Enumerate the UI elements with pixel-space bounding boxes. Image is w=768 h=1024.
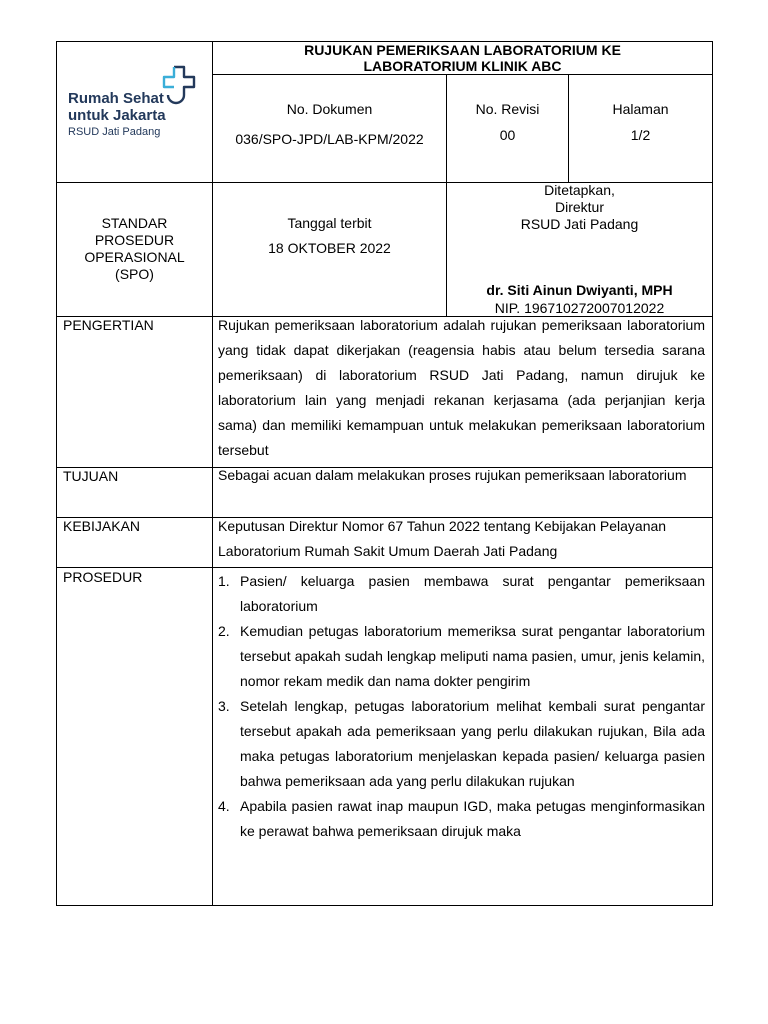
logo-line2: untuk Jakarta [68,107,166,124]
prosedur-item-text: Pasien/ keluarga pasien membawa surat pengantar pemeriksaan laboratorium [240,573,705,614]
prosedur-item [218,569,705,619]
revision-value: 00 [499,127,516,143]
approval-line1: Ditetapkan, [544,182,615,198]
pengertian-label: PENGERTIAN [63,317,154,333]
spo-type-line3: OPERASIONAL [84,249,185,265]
prosedur-item-number: 4. [218,798,230,814]
tujuan-label: TUJUAN [63,468,119,484]
doc-title-line1: RUJUKAN PEMERIKSAAN LABORATORIUM KE [304,42,621,58]
revision-label: No. Revisi [475,101,540,117]
prosedur-label: PROSEDUR [63,569,143,585]
prosedur-item-number: 2. [218,623,230,639]
signer-name: dr. Siti Ainun Dwiyanti, MPH [486,282,673,298]
spo-type-line2: PROSEDUR [94,232,175,248]
prosedur-item-text: Apabila pasien rawat inap maupun IGD, maka petugas menginformasikan ke perawat bahwa pemeriksaan dirujuk maka [240,798,705,839]
prosedur-item-text: Setelah lengkap, petugas laboratorium melihat kembali surat pengantar tersebut apakah ada pemeriksaan yang perlu dilakukan rujukan, Bila ada maka petugas laboratorium menjelaskan kepada pasien/ keluarga pasien bahwa pemeriksaan ada yang perlu dilakukan rujukan [240,698,705,789]
issue-date-value: 18 OKTOBER 2022 [268,240,391,256]
pengertian-text: Rujukan pemeriksaan laboratorium adalah rujukan pemeriksaan laboratorium yang tidak dapat dikerjakan (reagensia habis atau belum tersedia sarana pemeriksaan) di laboratorium RSUD Jati Padang, namun dirujuk ke laboratorium lain yang menjadi rekanan kerjasama (ada perjanjian kerja sama) dan memiliki kemampuan untuk melakukan pemeriksaan laboratorium tersebut [218,317,705,458]
issue-date-label: Tanggal terbit [287,215,372,231]
prosedur-list [218,569,705,844]
doc-number-value: 036/SPO-JPD/LAB-KPM/2022 [235,131,424,147]
kebijakan-label: KEBIJAKAN [63,518,141,534]
spo-document [56,41,713,906]
rule [212,42,213,905]
signer-nip: NIP. 196710272007012022 [494,300,665,316]
prosedur-item-number: 1. [218,573,230,589]
prosedur-item [218,794,705,844]
prosedur-item-text: Kemudian petugas laboratorium memeriksa surat pengantar laboratorium tersebut apakah sudah lengkap meliputi nama pasien, umur, jenis kelamin, nomor rekam medik dan nama dokter pengirim [240,623,705,689]
rule [57,567,712,568]
prosedur-item [218,694,705,794]
approval-line3: RSUD Jati Padang [520,216,639,232]
prosedur-item-number: 3. [218,698,230,714]
page-label: Halaman [612,101,669,117]
kebijakan-text: Keputusan Direktur Nomor 67 Tahun 2022 tentang Kebijakan Pelayanan Laboratorium Rumah Sakit Umum Daerah Jati Padang [218,518,667,559]
logo-line3: RSUD Jati Padang [68,126,161,138]
tujuan-text: Sebagai acuan dalam melakukan proses rujukan pemeriksaan laboratorium [218,467,687,483]
approval-line2: Direktur [554,199,604,215]
doc-number-label: No. Dokumen [286,101,373,117]
logo-line1: Rumah Sehat [68,90,164,107]
prosedur-item [218,619,705,694]
spo-type-line1: STANDAR [101,215,168,231]
page-value: 1/2 [630,127,651,143]
cross-logo-icon [161,65,199,105]
doc-title-line2: LABORATORIUM KLINIK ABC [363,58,562,74]
spo-type-line4: (SPO) [115,266,154,282]
